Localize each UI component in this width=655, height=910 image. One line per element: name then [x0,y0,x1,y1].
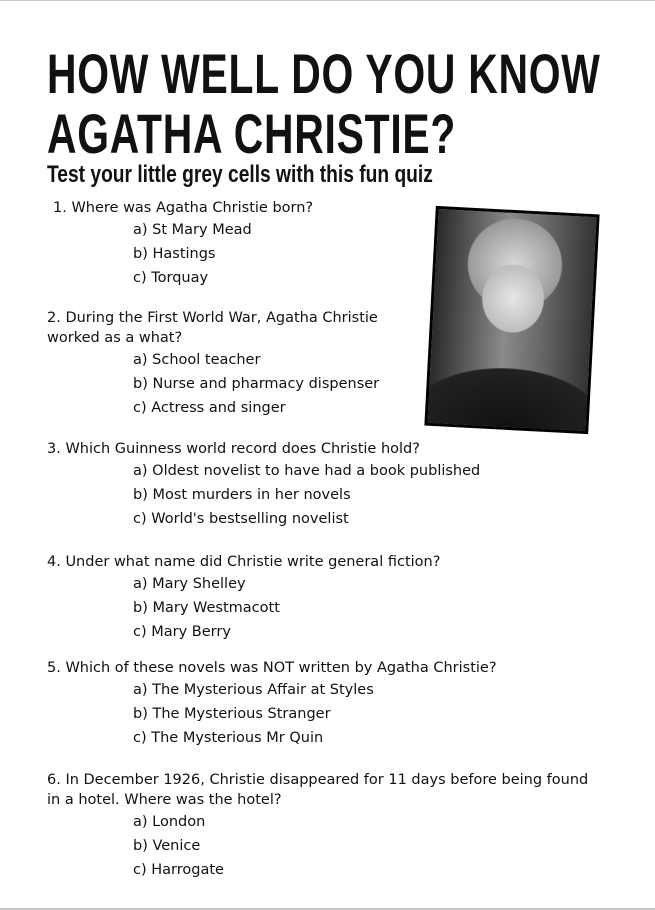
question-2 [47,308,412,420]
question-3 [47,439,587,531]
answer-option: b) Hastings [133,246,216,262]
answer-option: b) Nurse and pharmacy dispenser [133,376,380,392]
answer-option: a) School teacher [133,352,261,368]
question-text: 5. Which of these novels was NOT written by Agatha Christie? [47,660,497,676]
question-text: 3. Which Guinness world record does Christie hold? [47,441,420,457]
answer-option: b) Mary Westmacott [133,600,280,616]
answer-option: b) The Mysterious Stranger [133,706,331,722]
answer-option: c) Actress and singer [133,400,286,416]
answer-option: a) Oldest novelist to have had a book published [133,463,481,479]
answer-option: c) Torquay [133,270,209,286]
answer-option: c) Mary Berry [133,624,231,640]
question-6 [47,770,592,882]
answer-option: b) Venice [133,838,201,854]
question-text: 2. During the First World War, Agatha Christie worked as a what? [47,310,378,346]
answer-option: c) World's bestselling novelist [133,511,349,527]
question-1 [53,198,423,290]
answer-option: a) St Mary Mead [133,222,252,238]
question-text: 1. Where was Agatha Christie born? [53,200,314,216]
agatha-christie-photo [424,206,599,434]
page-title-line-1: HOW WELL DO YOU KNOW [47,42,601,105]
question-text: 6. In December 1926, Christie disappeared for 11 days before being found in a hotel. Where was the hotel? [47,772,589,808]
page-title-line-2: AGATHA CHRISTIE? [47,102,457,165]
answer-option: b) Most murders in her novels [133,487,351,503]
question-5 [47,658,587,750]
answer-option: a) The Mysterious Affair at Styles [133,682,374,698]
answer-option: a) Mary Shelley [133,576,246,592]
page-subtitle: Test your little grey cells with this fun quiz [47,161,433,188]
answer-option: c) The Mysterious Mr Quin [133,730,324,746]
answer-option: a) London [133,814,206,830]
question-4 [47,552,587,644]
page-edge-top [0,0,655,1]
answer-option: c) Harrogate [133,862,224,878]
question-text: 4. Under what name did Christie write general fiction? [47,554,441,570]
